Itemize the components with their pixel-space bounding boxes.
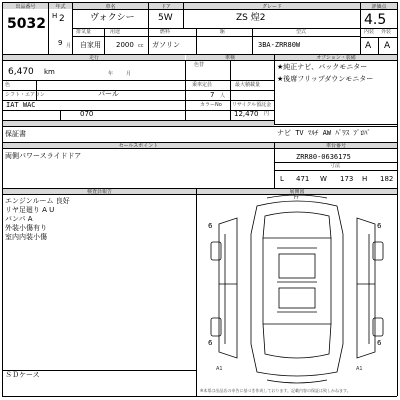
mileage-unit: km <box>44 68 55 76</box>
color-no-value: 070 <box>80 110 94 118</box>
color-change-label: 色替 <box>194 62 205 68</box>
door-label: ドア <box>149 3 183 9</box>
score-label: 評価点 <box>361 3 397 9</box>
score-value: 4.5 <box>364 12 387 28</box>
frame-left <box>2 2 3 396</box>
inspection-month-unit: 月 <box>126 71 132 77</box>
selling-points-label: セールスポイント <box>3 143 274 148</box>
maker-label: 車名 <box>73 3 148 9</box>
diagram-mark-1: A1 <box>216 366 223 372</box>
dim-l: 471 <box>296 175 310 183</box>
fuel-label: 燃料 <box>160 29 171 35</box>
equipment-item-1: ★純正ナビ、バックモニター <box>277 63 368 71</box>
lot-label: 出品番号 <box>3 3 48 9</box>
model-code-value: 3BA-ZRR80W <box>258 41 301 49</box>
warranty-header <box>3 121 274 126</box>
model-name: ヴォクシー <box>90 13 135 23</box>
interior-label: 内装 <box>364 29 375 35</box>
dimensions-label: 寸法 <box>330 163 341 169</box>
year-month-unit: 月 <box>66 43 72 49</box>
warranty-value: 保証書 <box>5 130 26 138</box>
tire-label-front-right: 6 <box>377 222 382 230</box>
recycle-value: 12,470 <box>234 110 259 118</box>
inspector-note-1: エンジンルーム 良好 <box>5 197 70 205</box>
inspector-label: 検査員報告 <box>3 189 196 194</box>
chassis-label: 車台番号 <box>275 143 397 148</box>
year-month: 9 <box>58 39 63 47</box>
equipment-codes: ナビ TV ﾏﾙﾁ AW ﾊﾟﾜｽ ﾌﾟﾛﾊﾟ <box>277 129 371 137</box>
capacity-unit: 人 <box>220 93 226 99</box>
frame-bottom <box>2 396 397 397</box>
grade-label: グレード <box>184 3 360 9</box>
capacity-value: 7 <box>210 91 215 99</box>
inspector-note-5: 室内内装小傷 <box>5 233 47 241</box>
equipment-label: オプション・装備 <box>275 55 397 60</box>
usage-label: 用途 <box>110 29 121 35</box>
drive-label: 駆 <box>220 29 226 35</box>
car-diagram <box>197 194 397 384</box>
tire-label-front-left: 6 <box>208 222 213 230</box>
interior-score: A <box>365 41 372 51</box>
load-label: 最大積載量 <box>235 82 261 88</box>
displacement-value: 2000 <box>116 41 134 49</box>
shift-label: シフト・エアコン <box>5 92 45 98</box>
dim-w-label: W <box>320 175 327 183</box>
inspector-note-4: 外装小傷有り <box>5 224 47 232</box>
frame-right <box>397 2 398 396</box>
mileage-value: 6,470 <box>8 67 34 77</box>
year-label: 年式 <box>49 3 72 9</box>
chassis-value: ZRR80-0636175 <box>296 153 351 161</box>
door-value: 5W <box>158 13 173 23</box>
footer-note: ※本票は出品店の申告に基づき作成しております。記載内容の保証は致しかねます。 <box>200 388 351 393</box>
diagram-mark-2: A1 <box>356 366 363 372</box>
diagram-front: Fr <box>294 195 299 201</box>
year-era: H <box>52 12 58 20</box>
dim-l-label: L <box>280 175 284 183</box>
dim-w: 173 <box>340 175 354 183</box>
divider-lot <box>48 2 49 54</box>
inspector-note-3: バンパ A <box>5 215 33 223</box>
mileage-label: 走行 <box>3 55 185 60</box>
model-code-label: 型式 <box>296 29 307 35</box>
shift-value: IAT WAC <box>6 101 36 109</box>
color-value: パール <box>98 90 119 98</box>
displacement-label: 排気量 <box>76 29 92 35</box>
inspection-year-unit: 年 <box>108 71 114 77</box>
color-label: 色 <box>5 82 11 88</box>
fuel-value: ガソリン <box>152 41 180 49</box>
tire-label-rear-left: 6 <box>208 339 213 347</box>
capacity-label: 乗車定員 <box>192 82 213 88</box>
inspector-footer: ＳＤケース <box>5 371 40 379</box>
exterior-label: 外装 <box>381 29 392 35</box>
selling-points-text: 両側パワースライドドア <box>5 152 82 160</box>
equipment-item-2: ★後席フリップダウンモニター <box>277 75 374 83</box>
dim-h-label: H <box>362 175 368 183</box>
diagram-label: 展開図 <box>197 189 397 194</box>
recycle-unit: 円 <box>264 111 270 117</box>
grade-value: ZS 煌2 <box>236 13 266 23</box>
displacement-unit: cc <box>138 43 144 49</box>
inspector-note-2: リヤ足廻り A U <box>5 206 55 214</box>
tire-label-rear-right: 6 <box>377 339 382 347</box>
recycle-label: リサイクル預託金 <box>232 102 272 108</box>
usage-value: 自家用 <box>80 41 101 49</box>
year-value: 2 <box>59 14 65 24</box>
color-no-label: カラーNo <box>200 102 222 108</box>
inspection-label: 車検 <box>186 55 274 60</box>
lot-number: 5032 <box>7 16 46 32</box>
dim-h: 182 <box>380 175 394 183</box>
exterior-score: A <box>384 41 391 51</box>
